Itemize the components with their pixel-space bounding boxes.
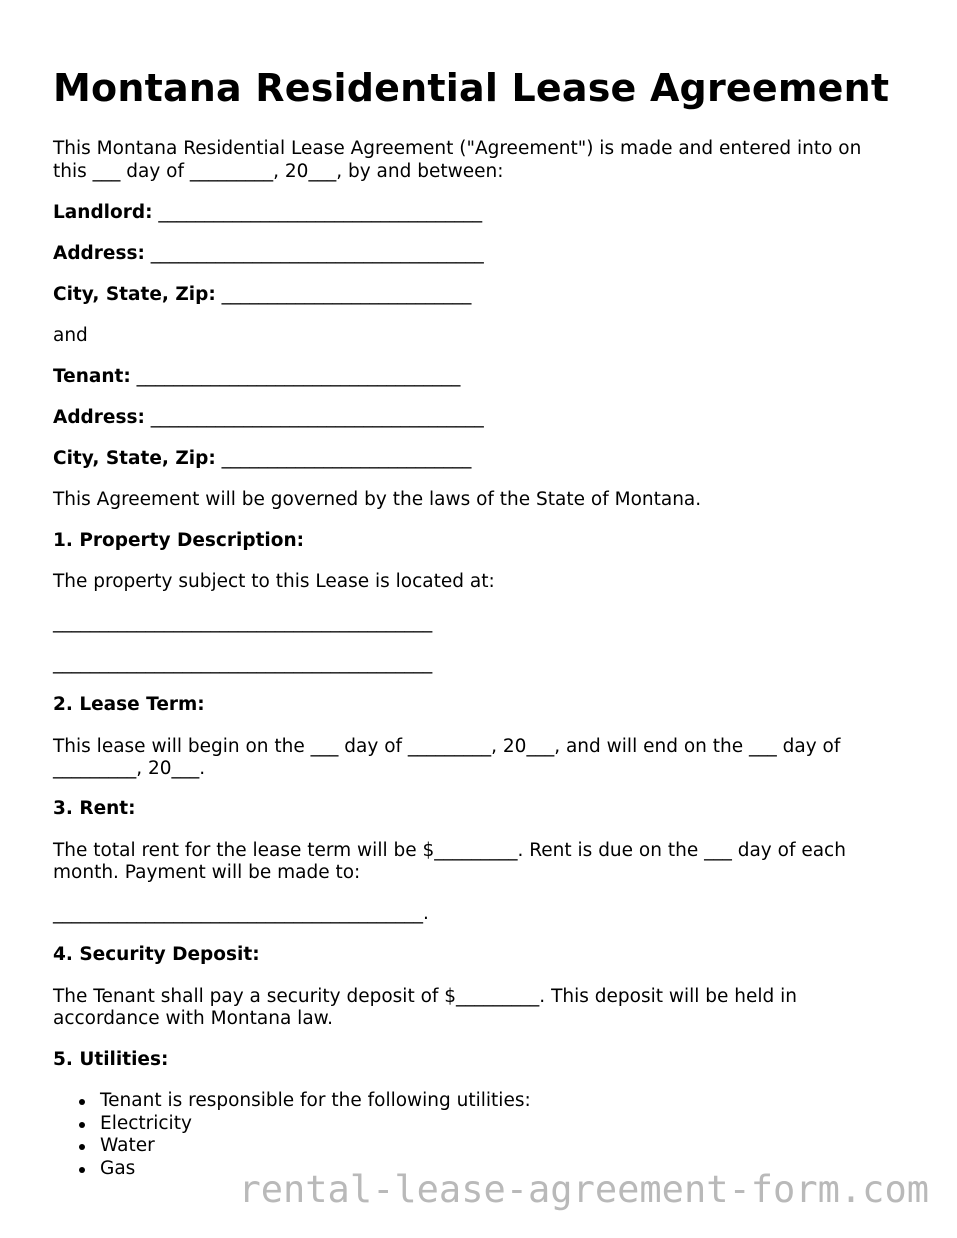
tenant-address-field[interactable]	[53, 407, 484, 430]
tenant-name-label: Tenant:	[53, 366, 131, 387]
intro-line-2: this ___ day of _________, 20___, by and between:	[53, 161, 504, 182]
landlord-name-label: Landlord:	[53, 202, 153, 223]
governing-law-text: This Agreement will be governed by the laws of the State of Montana.	[53, 489, 702, 510]
rent-payee-blank[interactable]: ________________________________________.	[53, 903, 429, 924]
watermark: rental-lease-agreement-form.com	[238, 1168, 929, 1211]
deposit-line-2: accordance with Montana law.	[53, 1008, 333, 1029]
lease-term-line-1: This lease will begin on the ___ day of _________, 20___, and will end on the ___ day of	[53, 736, 841, 757]
list-item: Tenant is responsible for the following utilities:	[53, 1090, 531, 1113]
list-item: Water	[53, 1135, 531, 1158]
landlord-address-blank[interactable]: ____________________________________	[150, 243, 484, 264]
landlord-name-blank[interactable]: ___________________________________	[158, 202, 483, 223]
section-heading-property: 1. Property Description:	[53, 530, 305, 551]
landlord-city-state-zip-field[interactable]	[53, 284, 471, 307]
landlord-csz-blank[interactable]: ___________________________	[221, 284, 472, 305]
tenant-csz-blank[interactable]: ___________________________	[221, 448, 472, 469]
section-heading-utilities: 5. Utilities:	[53, 1049, 169, 1070]
tenant-csz-label: City, State, Zip:	[53, 448, 216, 469]
landlord-address-label: Address:	[53, 243, 145, 264]
tenant-name-blank[interactable]: ___________________________________	[136, 366, 461, 387]
list-item: Electricity	[53, 1113, 531, 1136]
tenant-name-field[interactable]	[53, 366, 460, 389]
list-item: Gas	[53, 1158, 531, 1181]
section-heading-security-deposit: 4. Security Deposit:	[53, 944, 260, 965]
landlord-csz-label: City, State, Zip:	[53, 284, 216, 305]
and-text: and	[53, 325, 88, 346]
property-text: The property subject to this Lease is located at:	[53, 571, 495, 592]
utilities-list	[53, 1090, 531, 1180]
document-title: Montana Residential Lease Agreement	[53, 66, 890, 110]
lease-term-line-2: _________, 20___.	[53, 758, 206, 779]
deposit-line-1: The Tenant shall pay a security deposit of $_________. This deposit will be held in	[53, 986, 798, 1007]
section-heading-rent: 3. Rent:	[53, 798, 136, 819]
tenant-city-state-zip-field[interactable]	[53, 448, 471, 471]
rent-line-1: The total rent for the lease term will be $_________. Rent is due on the ___ day of each	[53, 840, 846, 861]
property-address-blank-2[interactable]: _________________________________________	[53, 653, 433, 674]
landlord-address-field[interactable]	[53, 243, 484, 266]
landlord-name-field[interactable]	[53, 202, 482, 225]
property-address-blank-1[interactable]: _________________________________________	[53, 612, 433, 633]
tenant-address-label: Address:	[53, 407, 145, 428]
intro-line-1: This Montana Residential Lease Agreement ("Agreement") is made and entered into on	[53, 138, 862, 159]
tenant-address-blank[interactable]: ____________________________________	[150, 407, 484, 428]
section-heading-lease-term: 2. Lease Term:	[53, 694, 205, 715]
rent-line-2: month. Payment will be made to:	[53, 862, 361, 883]
